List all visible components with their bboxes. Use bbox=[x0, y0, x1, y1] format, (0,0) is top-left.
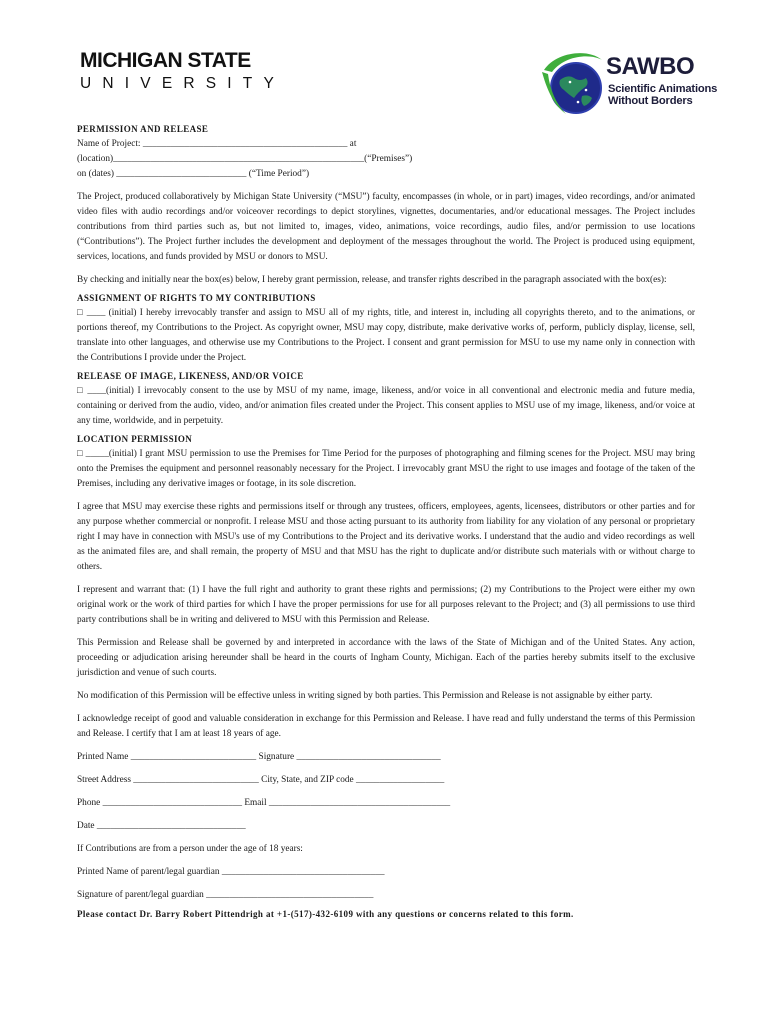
sawbo-tagline bbox=[608, 83, 717, 107]
minor-note: If Contributions are from a person under the age of 18 years: bbox=[77, 844, 303, 854]
assignment-checkbox-text[interactable]: □ ____ (initial) I hereby irrevocably transfer and assign to MSU all of my rights, title, and interest in, including all copyrights thereto, and to the animations, or portions thereof, my Contributions to the Project. As copyright owner, MSU may copy, distribute, make derivative works of, perform, publicly display, license, sell, translate into other languages, and otherwise use my Contributions to the Project. I consent and grant permission for MSU to use my name only in connection with the Contributions I provide under the Project. bbox=[77, 308, 695, 363]
contact-line: Please contact Dr. Barry Robert Pittendrigh at +1-(517)-432-6109 with any questions or concerns related to this form. bbox=[77, 909, 574, 919]
form-title: PERMISSION AND RELEASE bbox=[77, 124, 209, 134]
msu-logo bbox=[80, 49, 286, 94]
printed-name-signature-field[interactable]: Printed Name ___________________________ Signature _______________________________ bbox=[77, 752, 441, 762]
assignment-heading: ASSIGNMENT OF RIGHTS TO MY CONTRIBUTIONS bbox=[77, 293, 316, 303]
terms-paragraph-4: No modification of this Permission will be effective unless in writing signed by both parties. This Permission and Release is not assignable by either party. bbox=[77, 691, 653, 701]
terms-paragraph-1: I agree that MSU may exercise these rights and permissions itself or through any trustees, officers, employees, agents, licensees, distributors or other parties and for any purpose whether commercial or nonprofit. I release MSU and those acting pursuant to its authority from liability for any violation of any personal or proprietary right I may have in connection with MSU's use of my Contributions to the Project and its derivative works. I understand that the audio and video recordings as well as the animated files are, and shall remain, the property of MSU and that MSU has the right to duplicate and/or distribute such materials with or without charge to others. bbox=[77, 502, 695, 572]
location-checkbox-text[interactable]: □ _____(initial) I grant MSU permission to use the Premises for Time Period for the purposes of photographing and filming scenes for the Project. MSU may bring onto the Premises the equipment and personnel reasonably necessary for the Project. I irrevocably grant MSU the right to use images and footage of the taken of the Premises, including any derivative images or footage, in its sole discretion. bbox=[77, 449, 695, 489]
dates-field[interactable]: on (dates) ____________________________ (“Time Period”) bbox=[77, 169, 310, 179]
msu-logo-line2: UNIVERSITY bbox=[80, 75, 286, 92]
location-field[interactable]: (location)______________________________________________________(“Premises”) bbox=[77, 154, 413, 164]
msu-logo-line1: MICHIGAN STATE bbox=[80, 49, 251, 72]
terms-paragraph-3: This Permission and Release shall be governed by and interpreted in accordance with the laws of the State of Michigan and of the United States. Any action, proceeding or adjudication arising hereunder shall be heard in the courts of Ingham County, Michigan. Each of the parties hereby submits itself to the exclusive jurisdiction and venue of such courts. bbox=[77, 638, 695, 678]
release-checkbox-text[interactable]: □ ____(initial) I irrevocably consent to the use by MSU of my name, image, likeness, and/or voice in all conventional and electronic media and future media, containing or derived from the audio, video, and/or animation files created under the Project. This consent applies to MSU use of my image, likeness, and/or voice at any time, worldwide, and in perpetuity. bbox=[77, 386, 695, 426]
guardian-signature-field[interactable]: Signature of parent/legal guardian ____________________________________ bbox=[77, 890, 374, 900]
location-heading: LOCATION PERMISSION bbox=[77, 434, 193, 444]
sawbo-tagline-line2: Without Borders bbox=[608, 95, 693, 107]
intro-paragraph: The Project, produced collaboratively by Michigan State University (“MSU”) faculty, encompasses (in whole, or in part) images, video recordings, and/or animated video files with audio recordings and/or voiceover recordings to depict storylines, vignettes, documentaries, and/or educational messages. The Project includes contributions from third parties such as, but not limited to, images, video, animations, voice recordings, audio files, and/or permission to use locations (“Contributions”). The Project further includes the development and deployment of the messages throughout the world. The Project is produced using equipment, services, locations, and funds provided by MSU or donors to MSU. bbox=[77, 192, 695, 262]
project-name-field[interactable]: Name of Project: ____________________________________________ at bbox=[77, 139, 357, 149]
date-field[interactable]: Date ________________________________ bbox=[77, 821, 246, 831]
globe-icon bbox=[536, 46, 608, 118]
grant-paragraph: By checking and initially near the box(es) below, I hereby grant permission, release, and transfer rights described in the paragraph associated with the box(es): bbox=[77, 275, 667, 285]
guardian-name-field[interactable]: Printed Name of parent/legal guardian ___________________________________ bbox=[77, 867, 385, 877]
terms-paragraph-5: I acknowledge receipt of good and valuable consideration in exchange for this Permission and Release. I have read and fully understand the terms of this Permission and Release. I certify that I am at least 18 years of age. bbox=[77, 714, 695, 739]
sawbo-logo bbox=[536, 46, 718, 118]
form-body bbox=[77, 122, 695, 922]
sawbo-tagline-line1: Scientific Animations bbox=[608, 83, 718, 95]
release-heading: RELEASE OF IMAGE, LIKENESS, AND/OR VOICE bbox=[77, 371, 304, 381]
phone-email-field[interactable]: Phone ______________________________ Email _______________________________________ bbox=[77, 798, 451, 808]
terms-paragraph-2: I represent and warrant that: (1) I have the full right and authority to grant these rights and permissions; (2) my Contributions to the Project were either my own original work or the work of third parties for which I have the proper permissions for use for all purposes relevant to the Project; and (3) all permissions to use third party contributions shall be in writing and delivered to MSU with this Permission and Release. bbox=[77, 585, 695, 625]
sawbo-wordmark: SAWBO bbox=[606, 53, 695, 80]
address-field[interactable]: Street Address ___________________________ City, State, and ZIP code ___________________ bbox=[77, 775, 445, 785]
